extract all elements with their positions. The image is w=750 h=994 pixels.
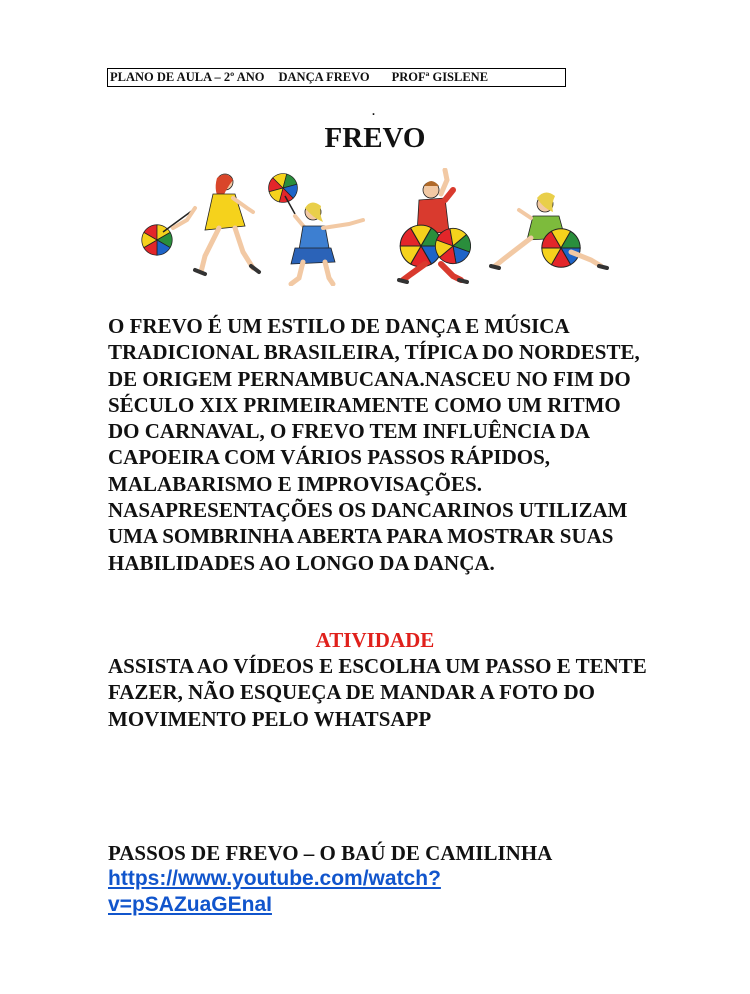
frevo-dancers-illustration (135, 168, 610, 286)
activity-title: ATIVIDADE (315, 628, 435, 652)
video-link[interactable]: https://www.youtube.com/watch? v=pSAZuaGEnaI (108, 867, 441, 916)
header-class: PLANO DE AULA – 2º ANO (110, 70, 265, 84)
video-title: PASSOS DE FREVO – O BAÚ DE CAMILINHA (108, 841, 553, 865)
dancer-3-figure (399, 170, 476, 282)
header-subject: DANÇA FREVO (278, 70, 370, 84)
dancer-2-figure (265, 170, 363, 284)
header-teacher: PROFª GISLENE (391, 70, 489, 84)
page-title: FREVO (324, 122, 426, 154)
frevo-description: O FREVO É UM ESTILO DE DANÇA E MÚSICA TRADICIONAL BRASILEIRA, TÍPICA DO NORDESTE, DE ORIGEM PERNAMBUCANA.NASCEU NO FIM DO SÉCULO XIX PRIMEIRAMENTE COMO UM RITMO DO CARNAVAL, O FREVO TEM INFLUÊNCIA DA CAPOEIRA COM VÁRIOS PASSOS RÁPIDOS, MALABARISMO E IMPROVISAÇÕES. NASAPRESENTAÇÕES OS DANCARINOS UTILIZAM UMA SOMBRINHA ABERTA PARA MOSTRAR SUAS HABILIDADES AO LONGO DA DANÇA. (108, 314, 640, 575)
activity-instructions: ASSISTA AO VÍDEOS E ESCOLHA UM PASSO E TENTE FAZER, NÃO ESQUEÇA DE MANDAR A FOTO DO MOVIMENTO PELO WHATSAPP (108, 654, 647, 731)
dot-mark: . (372, 104, 375, 118)
header-box (107, 68, 566, 87)
dancer-4-figure (491, 192, 607, 268)
dancer-1-figure (136, 174, 259, 274)
